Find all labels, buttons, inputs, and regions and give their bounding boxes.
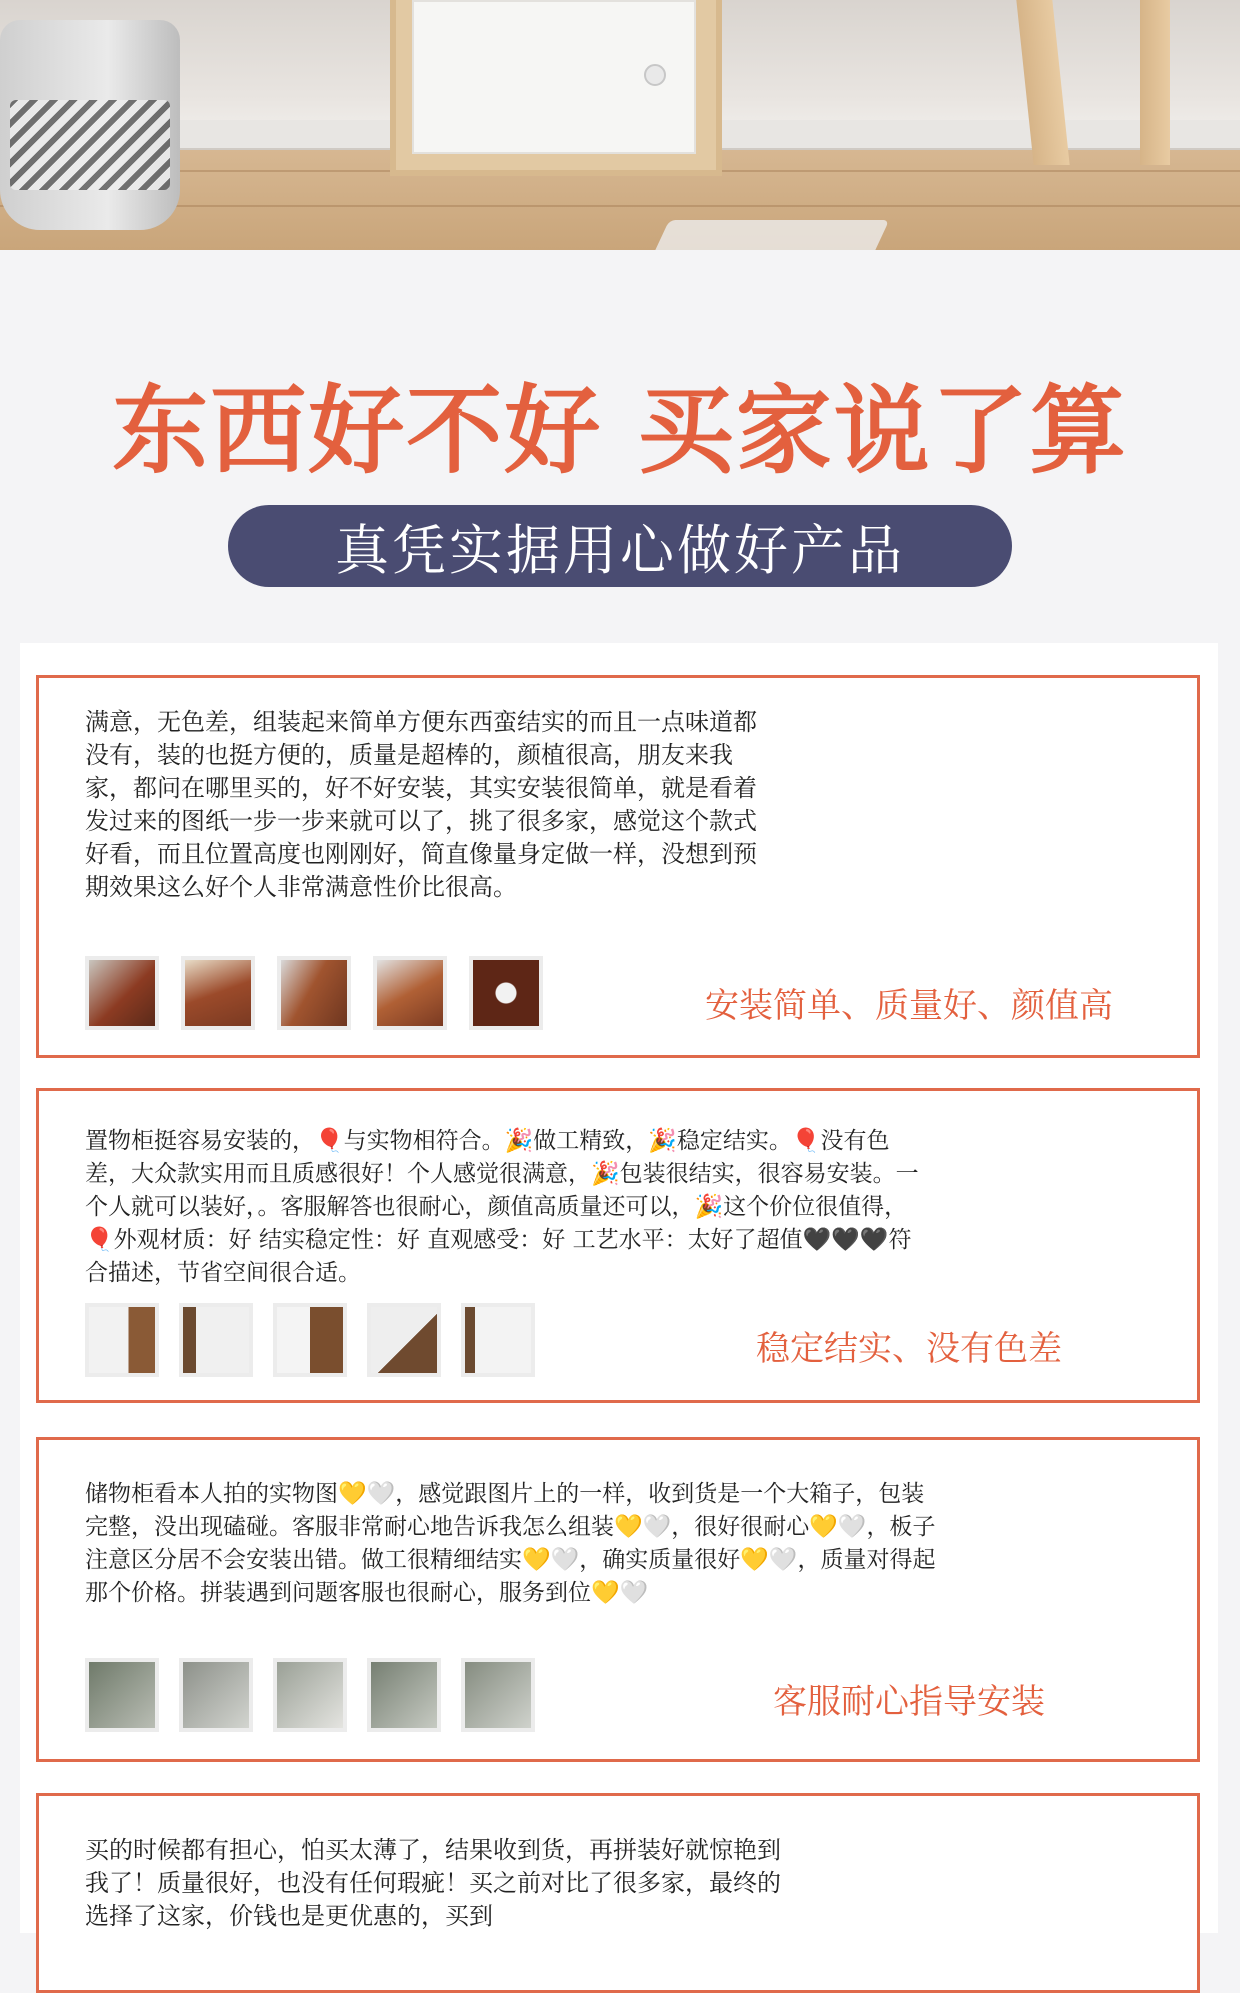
floor-line [0,205,1240,207]
plant-pot [0,20,180,230]
page-title: 东西好不好 买家说了算 [112,375,1128,487]
subtitle-banner: 真凭实据用心做好产品 [228,505,1012,587]
review-photo-thumb[interactable] [461,1303,535,1377]
review-photo-thumb[interactable] [277,956,351,1030]
review-photo-thumb[interactable] [179,1658,253,1732]
review-photo-thumb[interactable] [373,956,447,1030]
review-card [36,1793,1200,1993]
review-photo-thumb[interactable] [85,956,159,1030]
review-photo-thumb[interactable] [181,956,255,1030]
review-photo-thumb[interactable] [367,1658,441,1732]
review-photos [85,1658,535,1732]
review-photos [85,1303,535,1377]
review-card [36,675,1200,1058]
review-photo-thumb[interactable] [461,1658,535,1732]
rug [651,220,890,250]
review-text: 储物柜看本人拍的实物图💛🤍，感觉跟图片上的一样，收到货是一个大箱子，包装完整，没出现磕碰。客服非常耐心地告诉我怎么组装💛🤍，很好很耐心💛🤍，板子注意区分居不会安装出错。做工很精细结实💛🤍，确实质量很好💛🤍，质量对得起那个价格。拼装遇到问题客服也很耐心，服务到位💛🤍 [85,1481,936,1606]
cabinet-knob [644,64,666,86]
review-card [36,1088,1200,1403]
review-text: 买的时候都有担心，怕买太薄了，结果收到货，再拼装好就惊艳到我了！质量很好，也没有任何瑕疵！买之前对比了很多家，最终的选择了这家，价钱也是更优惠的，买到 [85,1836,781,1930]
review-photo-thumb[interactable] [367,1303,441,1377]
review-photo-thumb[interactable] [273,1303,347,1377]
cabinet-image [390,0,722,176]
review-photo-thumb[interactable] [469,956,543,1030]
review-card [36,1437,1200,1762]
cabinet-door [412,0,696,154]
review-photos [85,956,543,1030]
review-text: 满意，无色差，组装起来简单方便东西蛮结实的而且一点味道都没有，装的也挺方便的，质量是超棒的，颜植很高，朋友来我家，都问在哪里买的，好不好安装，其实安装很简单，就是看着发过来的图纸一步一步来就可以了，挑了很多家，感觉这个款式好看，而且位置高度也刚刚好，简直像量身定做一样，没想到预期效果这么好个人非常满意性价比很高。 [85,708,757,901]
review-photo-thumb[interactable] [85,1658,159,1732]
table-leg [1140,0,1170,165]
review-summary: 安装简单、质量好、颜值高 [705,986,1113,1026]
review-photo-thumb[interactable] [273,1658,347,1732]
review-text: 置物柜挺容易安装的，🎈与实物相符合。🎉做工精致，🎉稳定结实。🎈没有色差，大众款实用而且质感很好！个人感觉很满意，🎉包装很结实，很容易安装。一个人就可以装好，。客服解答也很耐心，颜值高质量还可以，🎉这个价位很值得，🎈外观材质：好 结实稳定性：好 直观感受：好 工艺水平：太好了超值🖤🖤🖤符合描述，节省空间很合适。 [85,1128,919,1286]
hero-product-photo [0,0,1240,250]
review-photo-thumb[interactable] [179,1303,253,1377]
review-photo-thumb[interactable] [85,1303,159,1377]
pot-pattern [10,100,170,190]
review-summary: 稳定结实、没有色差 [756,1329,1062,1369]
review-summary: 客服耐心指导安装 [773,1682,1045,1722]
